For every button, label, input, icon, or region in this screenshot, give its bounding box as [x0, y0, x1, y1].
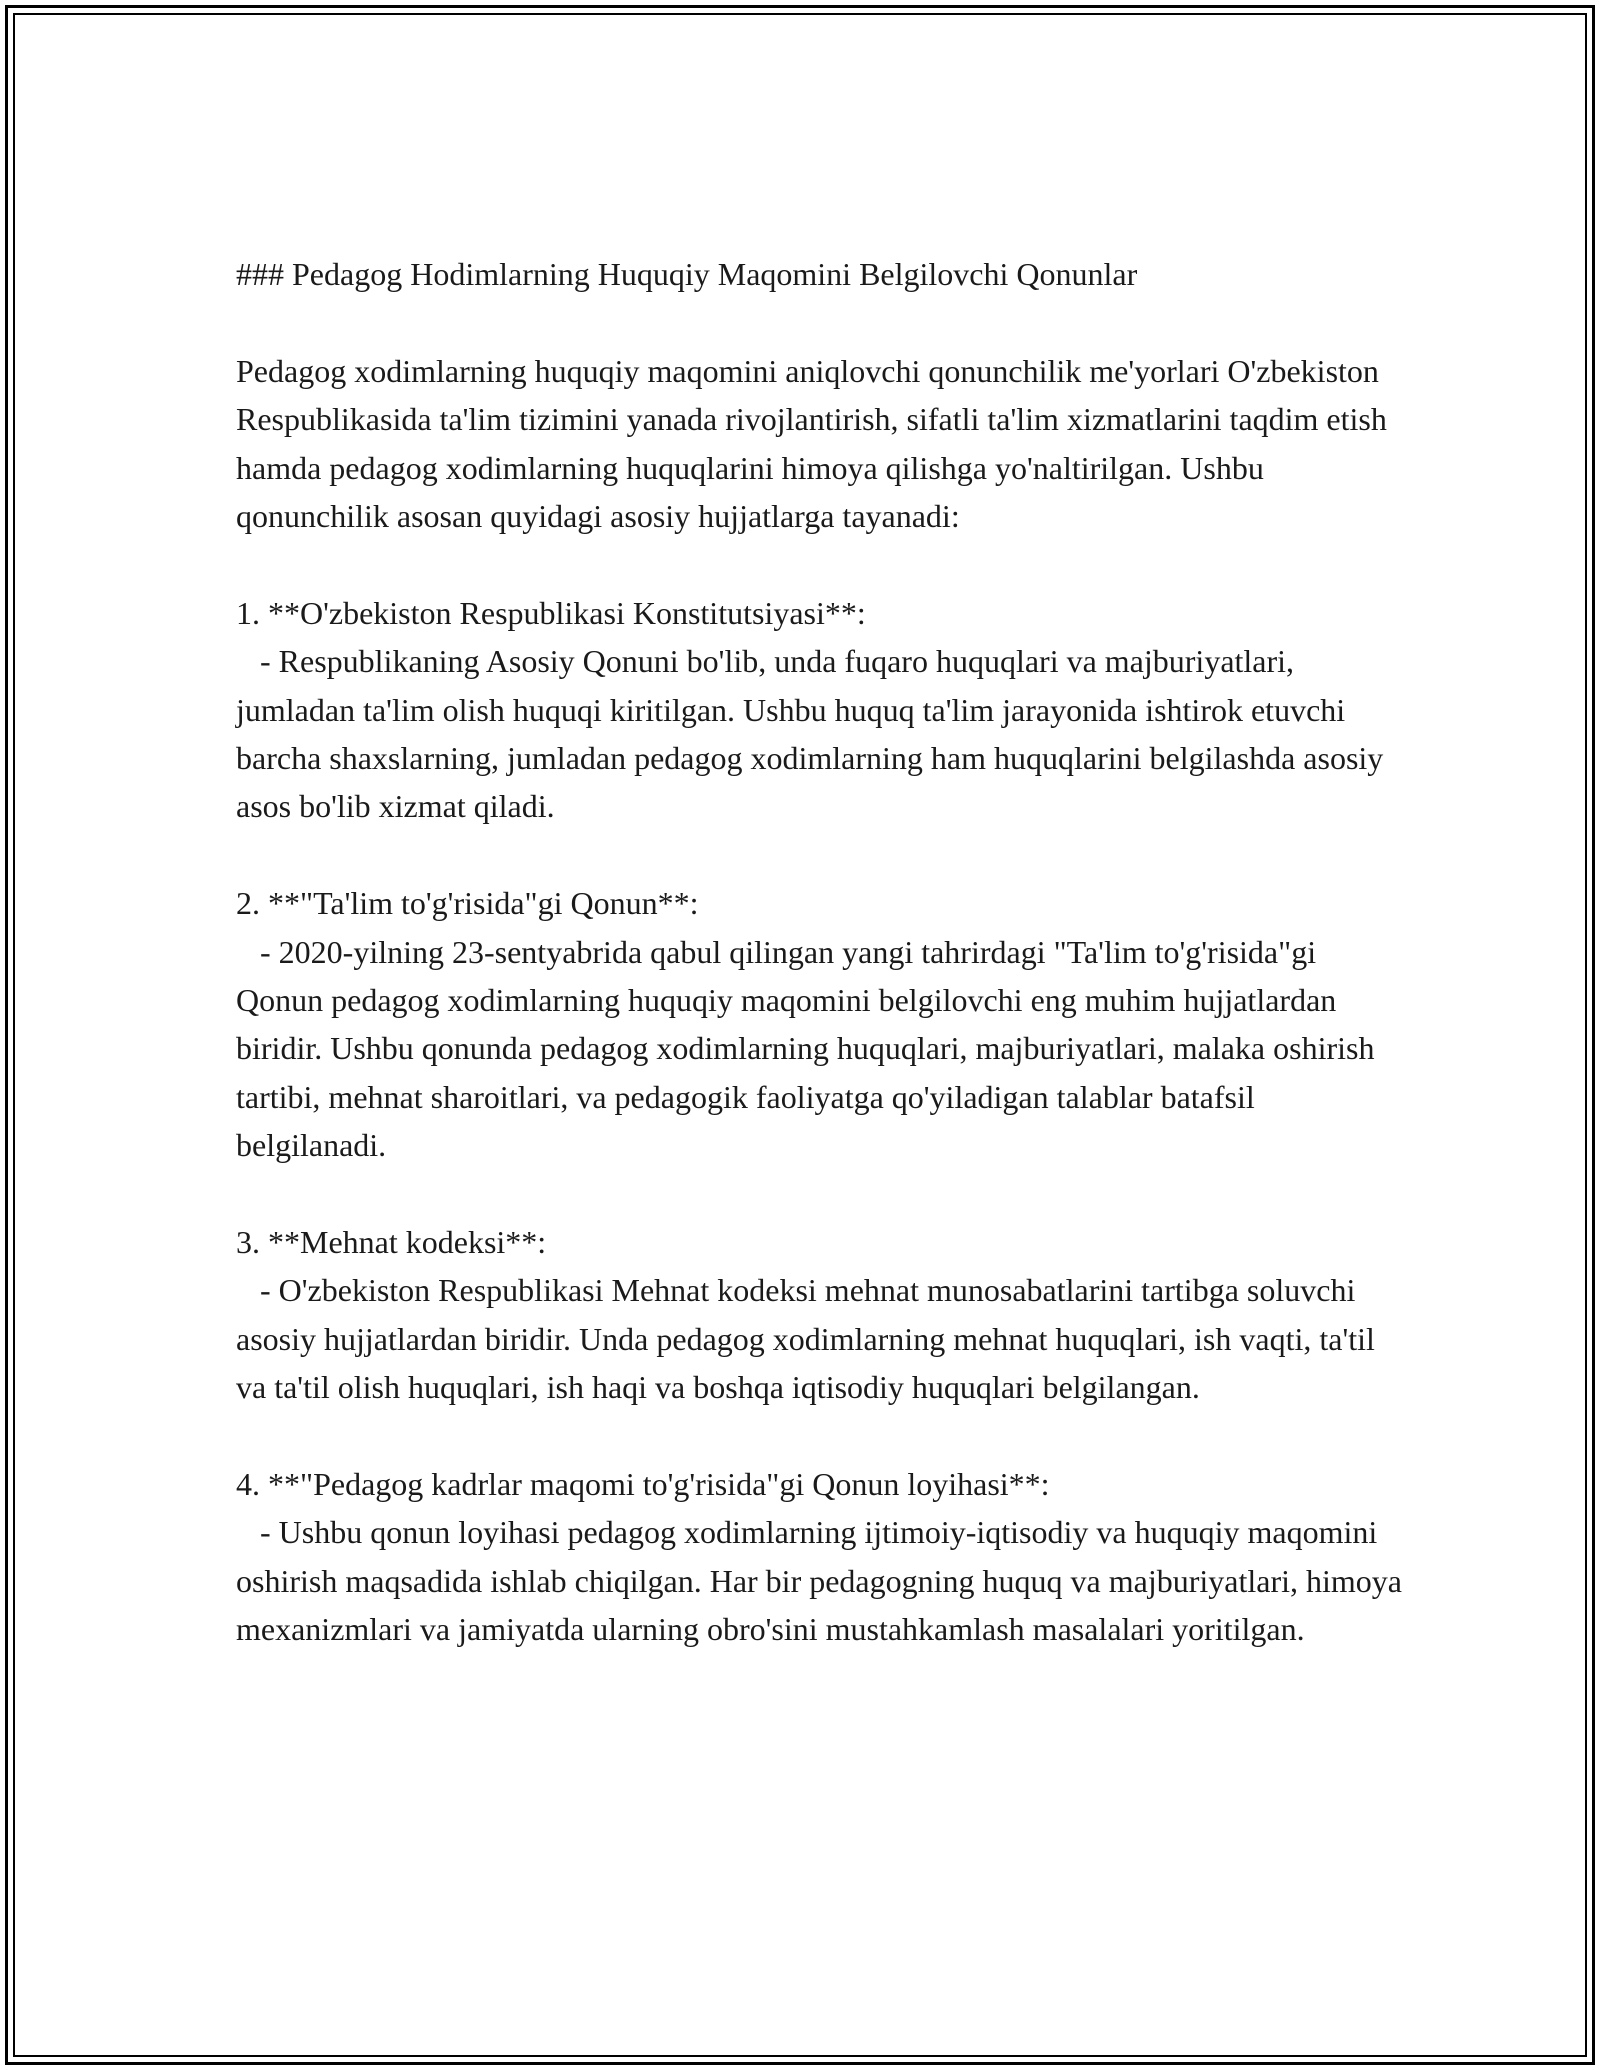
document-heading: ### Pedagog Hodimlarning Huquqiy Maqomini Belgilovchi Qonunlar	[236, 256, 1138, 292]
intro-paragraph: Pedagog xodimlarning huquqiy maqomini aniqlovchi qonunchilik me'yorlari O'zbekiston Respublikasida ta'lim tizimini yanada rivojlantirish, sifatli ta'lim xizmatlarini taqdim etish hamda pedagog xodimlarning huquqlarini himoya qilishga yo'naltirilgan. Ushbu qonunchilik asosan quyidagi asosiy hujjatlarga tayanadi:	[236, 352, 1395, 535]
list-item-title: 3. **Mehnat kodeksi**:	[236, 1224, 547, 1261]
list-item-title: 2. **"Ta'lim to'g'risida"gi Qonun**:	[236, 885, 699, 922]
list-item	[236, 1460, 1410, 1654]
list-item-body: - Respublikaning Asosiy Qonuni bo'lib, unda fuqaro huquqlari va majburiyatlari, jumladan ta'lim olish huquqi kiritilgan. Ushbu huquq ta'lim jarayonida ishtirok etuvchi barcha shaxslarning, jumladan pedagog xodimlarning ham huquqlarini belgilashda asosiy asos bo'lib xizmat qiladi.	[236, 643, 1392, 825]
list-item	[236, 1218, 1406, 1412]
list-item-title: 4. **"Pedagog kadrlar maqomi to'g'risida"gi Qonun loyihasi**:	[236, 1466, 1050, 1503]
list-item-title: 1. **O'zbekiston Respublikasi Konstitutsiyasi**:	[236, 594, 866, 631]
list-item-body: - O'zbekiston Respublikasi Mehnat kodeksi mehnat munosabatlarini tartibga soluvchi asosiy hujjatlardan biridir. Unda pedagog xodimlarning mehnat huquqlari, ish vaqti, ta'til va ta'til olish huquqlari, ish haqi va boshqa iqtisodiy huquqlari belgilangan.	[236, 1272, 1383, 1406]
document-body	[236, 250, 1410, 1702]
list-item	[236, 879, 1406, 1169]
list-item-body: - Ushbu qonun loyihasi pedagog xodimlarning ijtimoiy-iqtisodiy va huquqiy maqomini oshirish maqsadida ishlab chiqilgan. Har bir pedagogning huquq va majburiyatlari, himoya mexanizmlari va jamiyatda ularning obro'sini mustahkamlash masalalari yoritilgan.	[236, 1514, 1410, 1648]
list-item-body: - 2020-yilning 23-sentyabrida qabul qilingan yangi tahrirdagi "Ta'lim to'g'risida"gi Qonun pedagog xodimlarning huquqiy maqomini belgilovchi eng muhim hujjatlardan biridir. Ushbu qonunda pedagog xodimlarning huquqlari, majburiyatlari, malaka oshirish tartibi, mehnat sharoitlari, va pedagogik faoliyatga qo'yiladigan talablar batafsil belgilanadi.	[236, 933, 1383, 1164]
list-item	[236, 589, 1406, 831]
